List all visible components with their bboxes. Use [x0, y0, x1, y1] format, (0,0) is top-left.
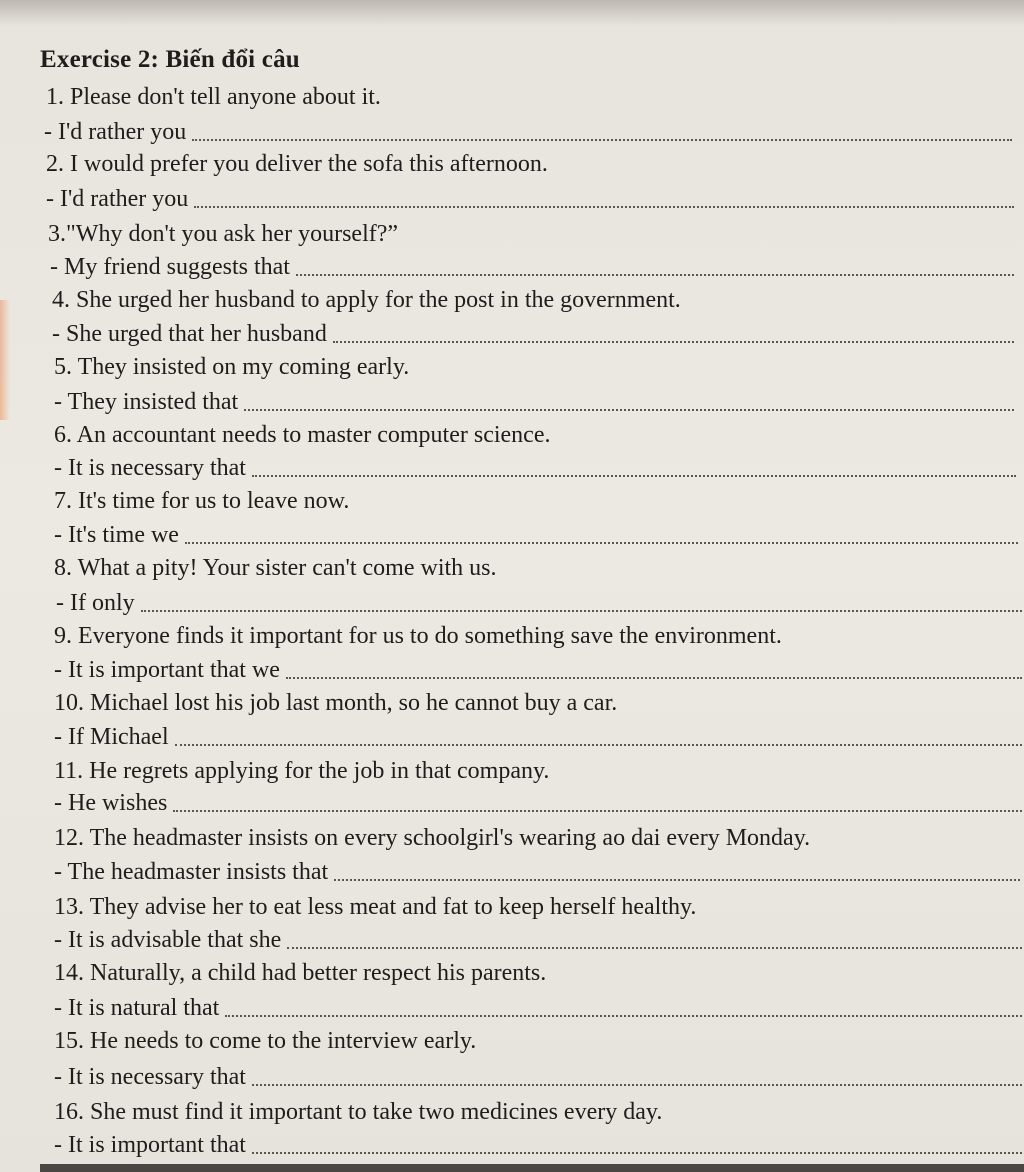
- answer-line-1: [44, 117, 1012, 147]
- question-3: 3."Why don't you ask her yourself?”: [48, 221, 399, 247]
- page-bottom-edge: [40, 1164, 1024, 1172]
- question-8: 8. What a pity! Your sister can't come with us.: [54, 555, 497, 581]
- answer-line-10: [54, 722, 1022, 752]
- answer-line-12: [54, 857, 1020, 887]
- answer-prompt-10: - If Michael: [54, 724, 169, 750]
- answer-prompt-8: - If only: [56, 590, 135, 616]
- answer-line-16: [54, 1130, 1022, 1160]
- answer-blank-8[interactable]: [141, 590, 1022, 612]
- question-14: 14. Naturally, a child had better respect his parents.: [54, 960, 547, 986]
- answer-prompt-5: - They insisted that: [54, 389, 239, 415]
- answer-line-3: [50, 252, 1014, 282]
- answer-line-7: [54, 520, 1018, 550]
- exercise-title: Exercise 2: Biến đổi câu: [40, 46, 300, 73]
- answer-line-2: [46, 184, 1014, 214]
- answer-line-13: [54, 925, 1022, 955]
- answer-prompt-12: - The headmaster insists that: [54, 859, 329, 885]
- answer-line-8: [56, 588, 1022, 618]
- answer-blank-6[interactable]: [252, 455, 1016, 477]
- answer-blank-14[interactable]: [225, 995, 1022, 1017]
- page-edge-shadow: [0, 300, 10, 420]
- answer-prompt-11: - He wishes: [54, 790, 168, 816]
- question-12: 12. The headmaster insists on every schoolgirl's wearing ao dai every Monday.: [54, 825, 811, 851]
- answer-prompt-16: - It is important that: [54, 1132, 246, 1158]
- answer-line-15: [54, 1062, 1022, 1092]
- answer-prompt-3: - My friend suggests that: [50, 254, 290, 280]
- answer-blank-1[interactable]: [192, 119, 1012, 141]
- question-9: 9. Everyone finds it important for us to do something save the environment.: [54, 623, 782, 649]
- question-10: 10. Michael lost his job last month, so he cannot buy a car.: [54, 690, 618, 716]
- answer-line-5: [54, 387, 1014, 417]
- question-4: 4. She urged her husband to apply for the post in the government.: [52, 287, 681, 313]
- answer-line-6: [54, 453, 1016, 483]
- answer-prompt-9: - It is important that we: [54, 657, 280, 683]
- question-1: 1. Please don't tell anyone about it.: [46, 84, 381, 110]
- answer-blank-12[interactable]: [334, 859, 1020, 881]
- question-5: 5. They insisted on my coming early.: [54, 354, 410, 380]
- answer-blank-5[interactable]: [244, 389, 1014, 411]
- page-top-shadow: [0, 0, 1024, 26]
- answer-blank-15[interactable]: [252, 1064, 1022, 1086]
- question-11: 11. He regrets applying for the job in that company.: [54, 758, 550, 784]
- answer-prompt-13: - It is advisable that she: [54, 927, 282, 953]
- answer-prompt-6: - It is necessary that: [54, 455, 246, 481]
- answer-line-4: [52, 319, 1014, 349]
- answer-blank-16[interactable]: [252, 1132, 1022, 1154]
- question-7: 7. It's time for us to leave now.: [54, 488, 350, 514]
- answer-blank-7[interactable]: [185, 522, 1018, 544]
- answer-blank-9[interactable]: [286, 657, 1022, 679]
- question-6: 6. An accountant needs to master computer science.: [54, 422, 551, 448]
- answer-blank-4[interactable]: [333, 321, 1014, 343]
- answer-blank-2[interactable]: [194, 186, 1014, 208]
- question-16: 16. She must find it important to take two medicines every day.: [54, 1099, 663, 1125]
- answer-prompt-1: - I'd rather you: [44, 119, 187, 145]
- answer-line-9: [54, 655, 1022, 685]
- answer-prompt-4: - She urged that her husband: [52, 321, 327, 347]
- answer-prompt-15: - It is necessary that: [54, 1064, 246, 1090]
- question-13: 13. They advise her to eat less meat and fat to keep herself healthy.: [54, 894, 697, 920]
- answer-blank-10[interactable]: [175, 724, 1022, 746]
- question-2: 2. I would prefer you deliver the sofa this afternoon.: [46, 151, 548, 177]
- answer-blank-13[interactable]: [287, 927, 1022, 949]
- answer-line-14: [54, 993, 1022, 1023]
- answer-prompt-14: - It is natural that: [54, 995, 220, 1021]
- question-15: 15. He needs to come to the interview early.: [54, 1028, 477, 1054]
- answer-blank-3[interactable]: [296, 254, 1014, 276]
- answer-line-11: [54, 788, 1022, 818]
- answer-prompt-2: - I'd rather you: [46, 186, 189, 212]
- answer-blank-11[interactable]: [173, 790, 1022, 812]
- answer-prompt-7: - It's time we: [54, 522, 179, 548]
